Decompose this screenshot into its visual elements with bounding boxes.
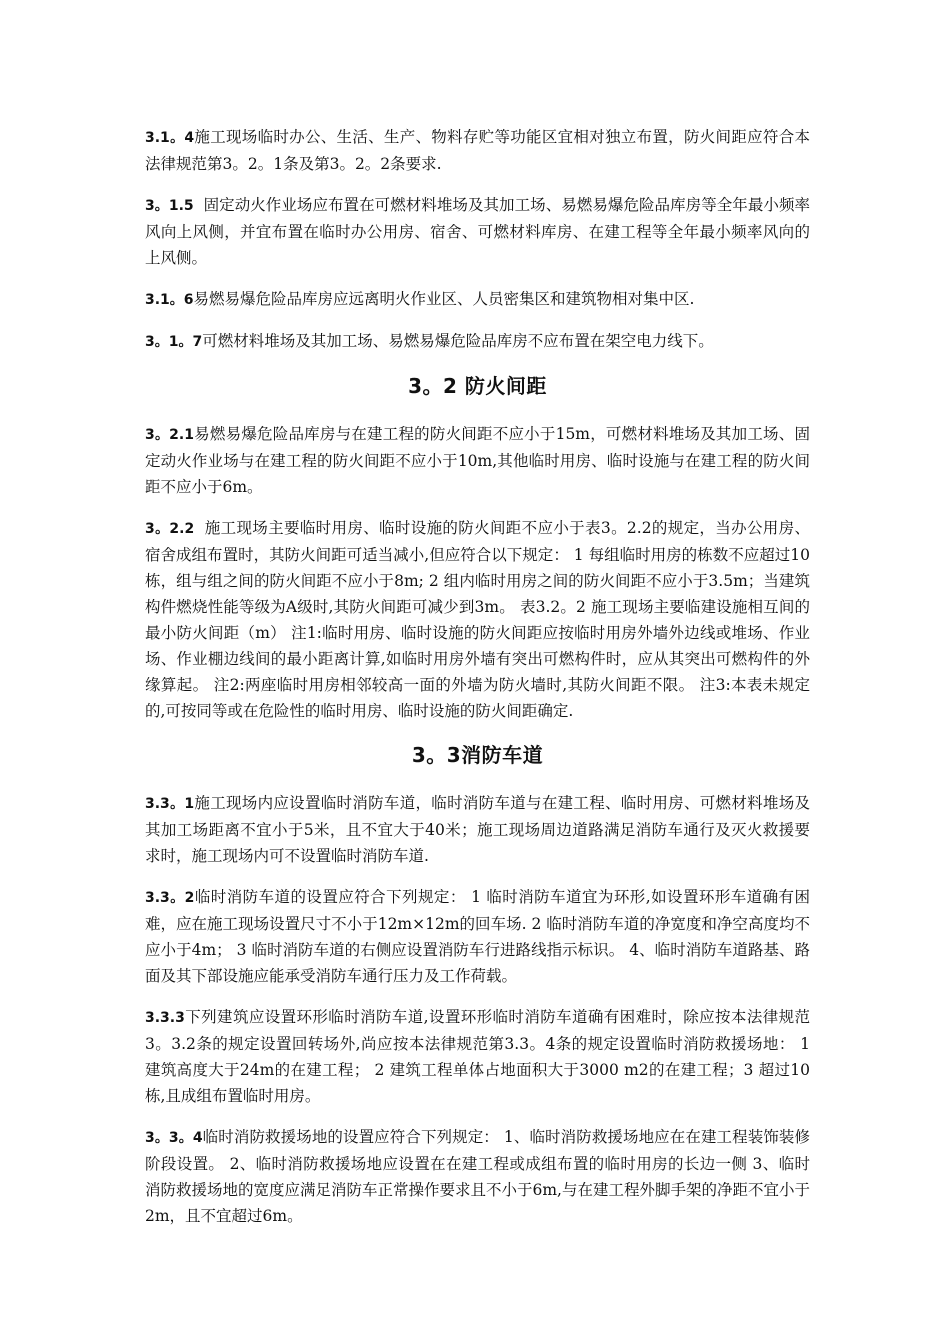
clause-text: 临时消防救援场地的设置应符合下列规定： 1、临时消防救援场地应在在建工程装饰装修阶段设置。 2、临时消防救援场地应设置在在建工程或成组布置的临时用房的长边一侧 3、临时消防救援场地的宽度应满足消防车正常操作要求且不小于6m,与在建工程外脚手架的净距不宜小于2m，且不宜超过6m。	[145, 1128, 810, 1225]
clause-3-3-3	[145, 1004, 810, 1109]
clause-number: 3。2.2	[145, 521, 195, 537]
clause-number: 3。3。4	[145, 1130, 203, 1146]
clause-3-2-1	[145, 421, 810, 500]
clause-number: 3.3。2	[145, 890, 195, 906]
clause-3-1-6	[145, 286, 810, 313]
clause-text: 施工现场内应设置临时消防车道，临时消防车道与在建工程、临时用房、可燃材料堆场及其加工场距离不宜小于5米，且不宜大于40米；施工现场周边道路满足消防车通行及灭火救援要求时，施工现场内可不设置临时消防车道.	[145, 794, 810, 865]
clause-text: 临时消防车道的设置应符合下列规定： 1 临时消防车道宜为环形,如设置环形车道确有困难，应在施工现场设置尺寸不小于12m×12m的回车场. 2 临时消防车道的净宽度和净空高度均不应小于4m； 3 临时消防车道的右侧应设置消防车行进路线指示标识。 4、临时消防车道路基、路面及其下部设施应能承受消防车通行压力及工作荷载。	[145, 888, 810, 985]
clause-number: 3。1.5	[145, 198, 194, 214]
clause-number: 3。1。7	[145, 334, 203, 350]
clause-3-3-2	[145, 884, 810, 989]
clause-3-3-1	[145, 790, 810, 869]
clause-text: 下列建筑应设置环形临时消防车道,设置环形临时消防车道确有困难时，除应按本法律规范3。3.2条的规定设置回转场外,尚应按本法律规范第3.3。4条的规定设置临时消防救援场地： 1 建筑高度大于24m的在建工程； 2 建筑工程单体占地面积大于3000 m2的在建工程；3 超过10栋,且成组布置临时用房。	[145, 1008, 810, 1105]
clause-text: 易燃易爆危险品库房与在建工程的防火间距不应小于15m，可燃材料堆场及其加工场、固定动火作业场与在建工程的防火间距不应小于10m,其他临时用房、临时设施与在建工程的防火间距不应小于6m。	[145, 425, 810, 496]
clause-3-2-2	[145, 515, 810, 724]
clause-number: 3.3.3	[145, 1010, 185, 1026]
clause-3-1-7	[145, 328, 810, 355]
clause-3-3-4	[145, 1124, 810, 1229]
clause-text: 易燃易爆危险品库房应远离明火作业区、人员密集区和建筑物相对集中区.	[193, 290, 695, 308]
clause-text: 施工现场临时办公、生活、生产、物料存贮等功能区宜相对独立布置，防火间距应符合本法律规范第3。2。1条及第3。2。2条要求.	[145, 128, 810, 173]
clause-text: 可燃材料堆场及其加工场、易燃易爆危险品库房不应布置在架空电力线下。	[202, 332, 714, 350]
section-heading-3-2: 3。2 防火间距	[408, 374, 547, 398]
clause-number: 3.1。4	[145, 130, 195, 146]
clause-text: 固定动火作业场应布置在可燃材料堆场及其加工场、易燃易爆危险品库房等全年最小频率风向上风侧，并宜布置在临时办公用房、宿舍、可燃材料库房、在建工程等全年最小频率风向的上风侧。	[145, 196, 811, 267]
document-body	[145, 124, 810, 1244]
clause-3-1-4	[145, 124, 810, 177]
clause-number: 3。2.1	[145, 427, 194, 443]
clause-3-1-5	[145, 192, 810, 271]
clause-number: 3.1。6	[145, 292, 194, 308]
clause-text: 施工现场主要临时用房、临时设施的防火间距不应小于表3。2.2的规定，当办公用房、宿舍成组布置时，其防火间距可适当减小,但应符合以下规定： 1 每组临时用房的栋数不应超过10栋，组与组之间的防火间距不应小于8m; 2 组内临时用房之间的防火间距不应小于3.5m；当建筑构件燃烧性能等级为A级时,其防火间距可减少到3m。 表3.2。2 施工现场主要临建设施相互间的最小防火间距（m） 注1:临时用房、临时设施的防火间距应按临时用房外墙外边线或堆场、作业场、作业棚边线间的最小距离计算,如临时用房外墙有突出可燃构件时，应从其突出可燃构件的外缘算起。 注2:两座临时用房相邻较高一面的外墙为防火墙时,其防火间距不限。 注3:本表未规定的,可按同等或在危险性的临时用房、临时设施的防火间距确定.	[145, 519, 810, 720]
clause-number: 3.3。1	[145, 796, 195, 812]
section-heading-3-3: 3。3消防车道	[411, 743, 544, 767]
